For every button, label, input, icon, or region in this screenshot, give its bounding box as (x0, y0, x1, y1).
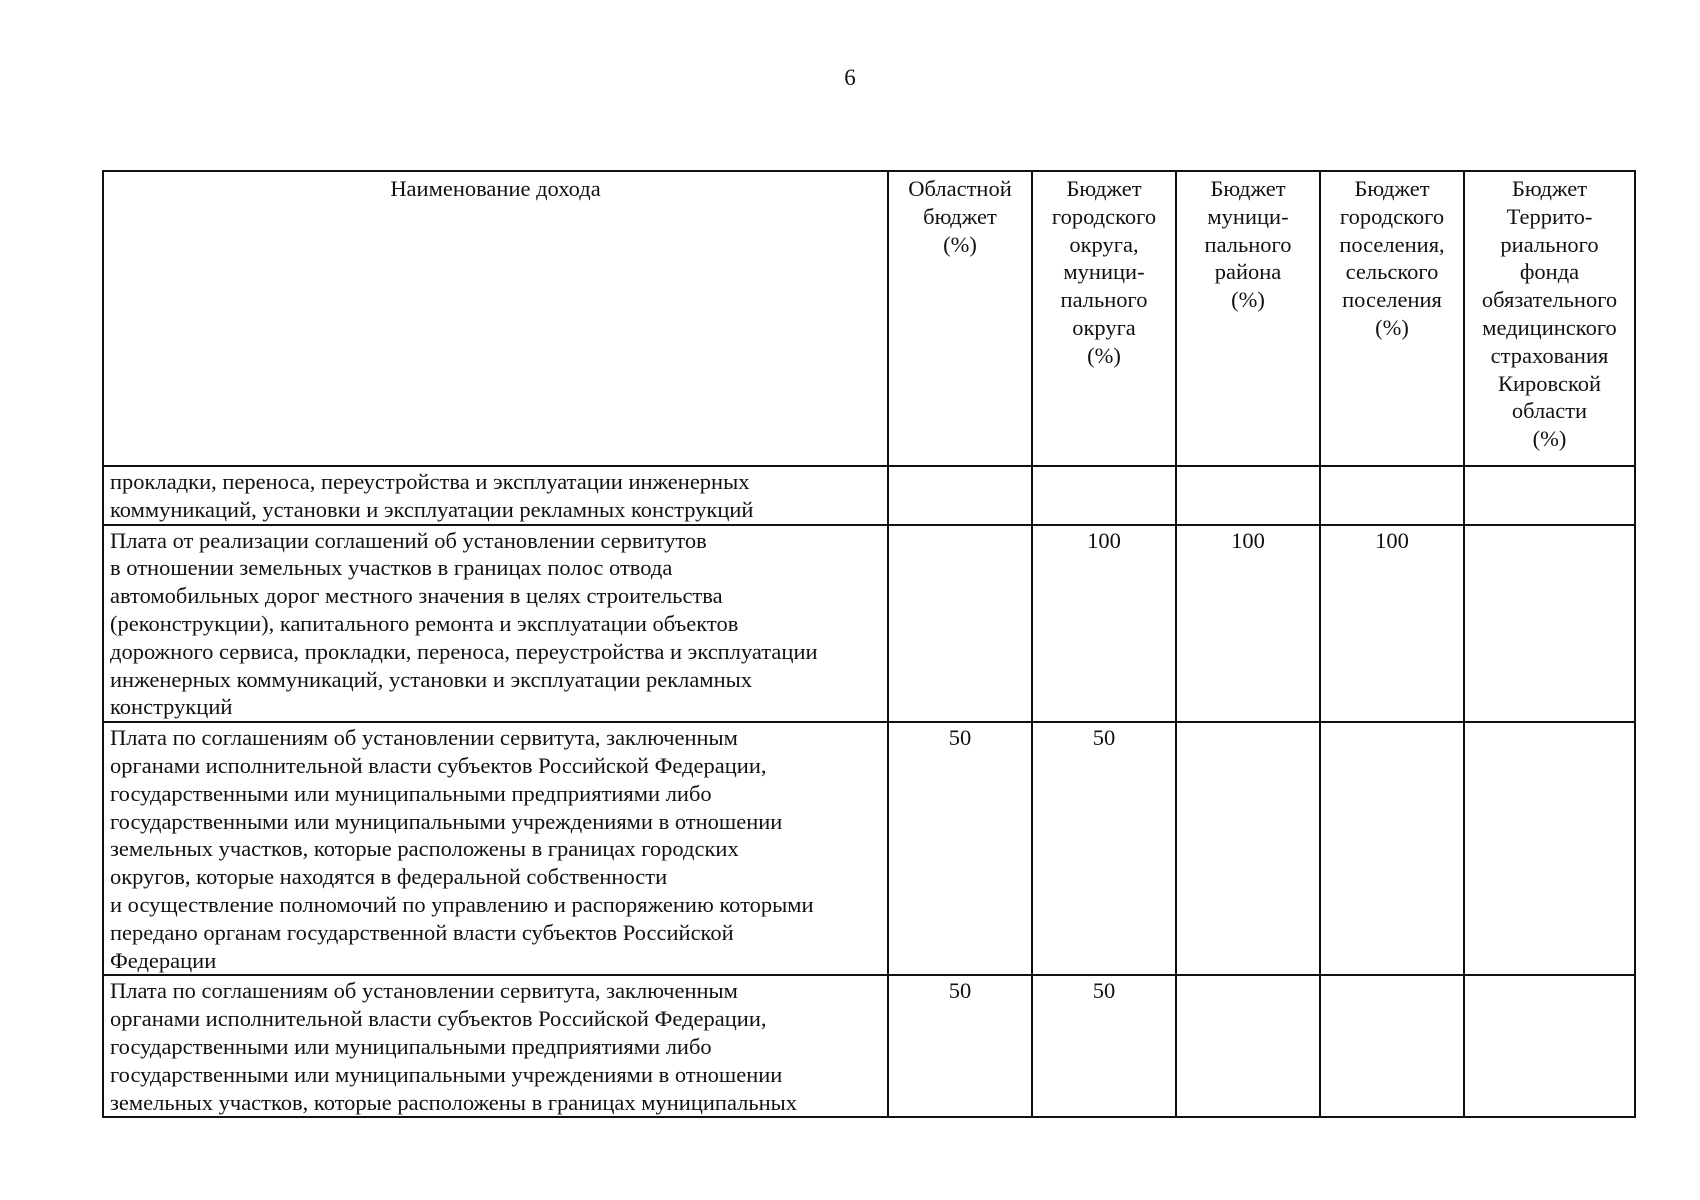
percent-cell: 100 (1176, 525, 1320, 723)
income-name-line: конструкций (110, 694, 233, 720)
header-line: Бюджет (1210, 176, 1286, 201)
header-line: (%) (943, 231, 977, 257)
table-body (103, 466, 1635, 1117)
header-city-district-budget (1032, 171, 1176, 466)
income-name-line: органами исполнительной власти субъектов Российской Федерации, (110, 752, 767, 778)
header-line: сельского (1345, 259, 1439, 285)
income-name-cell (103, 525, 888, 723)
percent-cell (1464, 525, 1635, 723)
header-line: риального (1500, 231, 1599, 257)
income-name-line: в отношении земельных участков в границах полос отвода (110, 555, 673, 581)
header-line: Областной (908, 176, 1012, 201)
income-name-line: государственными или муниципальными предприятиями либо (110, 780, 712, 806)
income-name-line: Плата по соглашениям об установлении сервитута, заключенным (110, 978, 738, 1004)
header-line: Бюджет (1354, 176, 1430, 201)
percent-cell (1032, 466, 1176, 525)
header-line: муници- (1207, 203, 1289, 229)
percent-cell: 100 (1320, 525, 1464, 723)
header-line: фонда (1519, 259, 1580, 285)
header-line: муници- (1063, 259, 1145, 285)
income-name-line: органами исполнительной власти субъектов Российской Федерации, (110, 1006, 767, 1032)
income-name-line: автомобильных дорог местного значения в целях строительства (110, 583, 723, 609)
income-name-line: земельных участков, которые расположены в границах городских (110, 836, 739, 862)
header-line: Террито- (1506, 203, 1593, 229)
percent-cell: 50 (1032, 975, 1176, 1117)
percent-cell (888, 525, 1032, 723)
header-line: Наименование дохода (390, 176, 601, 201)
header-line: городского (1051, 203, 1157, 229)
header-line: городского (1339, 203, 1445, 229)
percent-cell: 50 (888, 722, 1032, 975)
income-name-line: (реконструкции), капитального ремонта и эксплуатации объектов (110, 610, 739, 636)
table-header-row (103, 171, 1635, 466)
header-line: поселения, (1339, 231, 1445, 257)
page-number: 6 (844, 65, 856, 90)
income-name-line: передано органам государственной власти субъектов Российской (110, 919, 734, 945)
table-row (103, 975, 1635, 1117)
header-line: Кировской (1497, 370, 1602, 396)
income-name-line: и осуществление полномочий по управлению и распоряжению которыми (110, 891, 814, 917)
table-row (103, 466, 1635, 525)
header-municipal-district-budget (1176, 171, 1320, 466)
header-line: Бюджет (1066, 176, 1142, 201)
header-line: страхования (1490, 342, 1609, 368)
header-line: пального (1060, 287, 1148, 313)
percent-cell (888, 466, 1032, 525)
header-line: обязательного (1481, 287, 1618, 313)
income-name-line: дорожного сервиса, прокладки, переноса, переустройства и эксплуатации (110, 638, 818, 664)
percent-cell: 100 (1032, 525, 1176, 723)
header-medical-insurance-fund-budget (1464, 171, 1635, 466)
table-row (103, 525, 1635, 723)
income-name-line: государственными или муниципальными предприятиями либо (110, 1033, 712, 1059)
table-row (103, 722, 1635, 975)
header-line: пального (1204, 231, 1292, 257)
percent-cell: 50 (1032, 722, 1176, 975)
income-name-cell (103, 722, 888, 975)
header-line: (%) (1087, 342, 1121, 368)
header-line: района (1214, 259, 1282, 285)
header-line: (%) (1532, 426, 1567, 452)
header-line: медицинского (1482, 314, 1617, 340)
percent-cell (1176, 975, 1320, 1117)
percent-cell (1176, 722, 1320, 975)
header-line: бюджет (923, 203, 997, 229)
income-name-line: округов, которые находятся в федеральной собственности (110, 864, 668, 890)
percent-cell (1320, 975, 1464, 1117)
header-line: области (1511, 398, 1588, 424)
income-name-cell (103, 466, 888, 525)
header-line: округа, (1069, 231, 1139, 257)
header-line: (%) (1231, 287, 1265, 313)
percent-cell (1320, 466, 1464, 525)
header-line: Бюджет (1511, 176, 1588, 201)
header-line: поселения (1342, 287, 1442, 313)
header-regional-budget (888, 171, 1032, 466)
percent-cell (1464, 466, 1635, 525)
percent-cell: 50 (888, 975, 1032, 1117)
income-name-line: Плата от реализации соглашений об установлении сервитутов (110, 527, 707, 553)
income-name-line: государственными или муниципальными учреждениями в отношении (110, 808, 783, 834)
percent-cell (1464, 975, 1635, 1117)
income-name-line: государственными или муниципальными учреждениями в отношении (110, 1061, 783, 1087)
percent-cell (1176, 466, 1320, 525)
percent-cell (1464, 722, 1635, 975)
income-name-line: Федерации (110, 947, 217, 973)
income-name-line: Плата по соглашениям об установлении сервитута, заключенным (110, 725, 738, 751)
income-distribution-table (102, 170, 1636, 1118)
income-name-cell (103, 975, 888, 1117)
income-name-line: инженерных коммуникаций, установки и эксплуатации рекламных (110, 666, 753, 692)
income-name-line: земельных участков, которые расположены в границах муниципальных (110, 1089, 798, 1115)
header-line: округа (1072, 314, 1136, 340)
header-line: (%) (1375, 314, 1409, 340)
income-name-line: коммуникаций, установки и эксплуатации рекламных конструкций (110, 496, 754, 522)
income-name-line: прокладки, переноса, переустройства и эксплуатации инженерных (110, 469, 750, 494)
header-settlement-budget (1320, 171, 1464, 466)
header-income-name (103, 171, 888, 466)
percent-cell (1320, 722, 1464, 975)
